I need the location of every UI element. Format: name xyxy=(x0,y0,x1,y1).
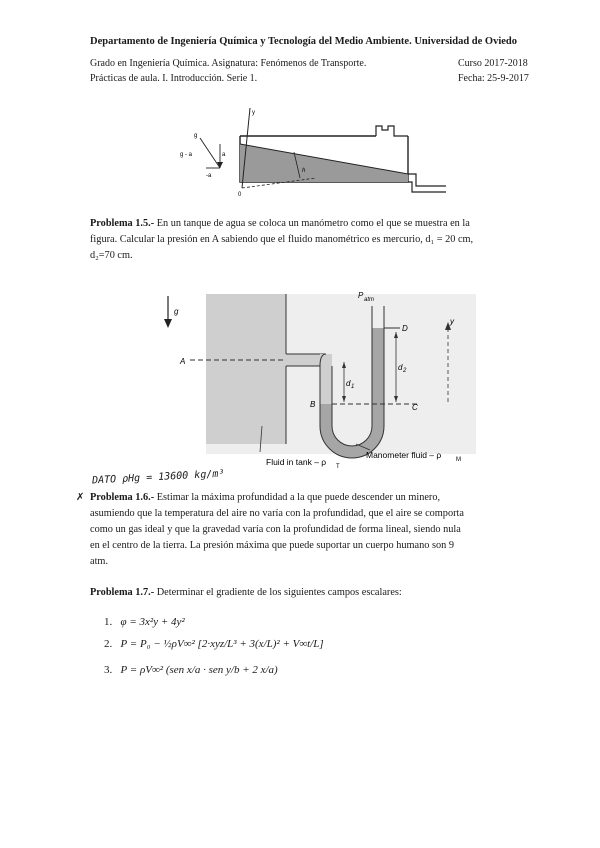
fig2-manometer-caption: Manometer fluid – ρ xyxy=(366,450,442,460)
problem-1-5-line-2: figura. Calcular la presión en A sabiendo que el fluido manométrico es mercurio, d₁ = 20 cm, xyxy=(90,234,474,245)
equation-2 xyxy=(104,638,324,650)
fig1-g-label: g xyxy=(194,133,198,139)
water-region xyxy=(240,144,408,182)
equation-2-number: 2. xyxy=(104,638,113,650)
fig2-point-B: B xyxy=(310,400,316,409)
equation-3-expression: P = ρV∞² (sen x/a · sen y/b + 2 x/a) xyxy=(120,664,278,676)
problem-1-6-line-4: en el centro de la tierra. La presión máxima que puede suportar un cuerpo humano son 9 xyxy=(90,540,454,551)
fig2-point-D: D xyxy=(402,324,408,333)
department-header: Departamento de Ingeniería Química y Tecnología del Medio Ambiente. Universidad de Oviedo xyxy=(90,36,517,47)
tank-fluid xyxy=(206,294,286,444)
fig2-fluid-tank-caption: Fluid in tank – ρ xyxy=(266,457,327,467)
problem-1-6-title: Problema 1.6.- xyxy=(90,492,155,503)
fig1-minus-a-label: -a xyxy=(206,173,212,179)
problem-1-6-line-3: como un gas ideal y que la gravedad varía con la profundidad de forma lineal, siendo nula xyxy=(90,524,461,535)
date-label: Fecha: 25-9-2017 xyxy=(458,73,529,84)
fig1-origin-label: 0 xyxy=(238,192,242,198)
fig1-g-minus-a-label: g - a xyxy=(180,152,193,158)
fig1-a-label: a xyxy=(222,152,226,158)
equation-2-expression: P = P₀ − ½ρV∞² [2·xyz/L³ + 3(x/L)² + V∞t/L] xyxy=(120,638,324,650)
fig2-y-label: y xyxy=(450,317,454,326)
problem-1-5-paragraph xyxy=(90,216,552,264)
handwritten-mark: ✗ xyxy=(76,492,85,503)
practice-line: Prácticas de aula. I. Introducción. Serie 1. xyxy=(90,73,258,84)
fig2-point-A: A xyxy=(180,357,186,366)
fig2-d1-sub: 1 xyxy=(351,384,355,390)
course-label: Curso 2017-2018 xyxy=(458,58,528,69)
problem-1-5-line-3: d₂=70 cm. xyxy=(90,250,133,261)
fig2-d1: d xyxy=(346,379,351,388)
problem-1-5-title: Problema 1.5.- xyxy=(90,218,155,229)
fig1-h-label: h xyxy=(302,168,306,174)
fig2-manometer-sub: M xyxy=(456,457,461,463)
problem-1-7-paragraph xyxy=(90,585,552,601)
fig1-y-label: y xyxy=(252,110,255,116)
equation-3 xyxy=(104,664,278,676)
manometer-figure xyxy=(150,276,490,476)
equation-3-number: 3. xyxy=(104,664,113,676)
fig2-fluid-tank-sub: T xyxy=(336,464,340,470)
problem-1-7-text: Determinar el gradiente de los siguientes campos escalares: xyxy=(156,587,402,598)
fig2-point-C: C xyxy=(412,403,418,412)
handwritten-note: DATO ρHg = 13600 kg/m³ xyxy=(91,468,225,487)
equation-1 xyxy=(104,616,185,628)
problem-1-6-line-1: Estimar la máxima profundidad a la que puede descender un minero, xyxy=(156,492,441,503)
fig2-patm-sub: atm xyxy=(364,297,375,303)
problem-1-6-line-2: asumiendo que la temperatura del aire no varía con la profundidad, que el aire se comporta xyxy=(90,508,464,519)
degree-line: Grado en Ingeniería Química. Asignatura: Fenómenos de Transporte. xyxy=(90,58,367,69)
tank-acceleration-figure xyxy=(176,104,448,200)
problem-1-6-paragraph xyxy=(90,490,552,570)
equation-1-expression: φ = 3x²y + 4y² xyxy=(120,616,185,628)
problem-1-5-line-1: En un tanque de agua se coloca un manómetro como el que se muestra en la xyxy=(156,218,470,229)
fig2-d2: d xyxy=(398,363,403,372)
fig2-patm: P xyxy=(358,291,364,300)
fig2-d2-sub: 2 xyxy=(403,368,407,374)
problem-1-7-title: Problema 1.7.- xyxy=(90,587,155,598)
fig2-g-label: g xyxy=(174,307,179,316)
problem-1-6-line-5: atm. xyxy=(90,556,109,567)
equation-1-number: 1. xyxy=(104,616,113,628)
